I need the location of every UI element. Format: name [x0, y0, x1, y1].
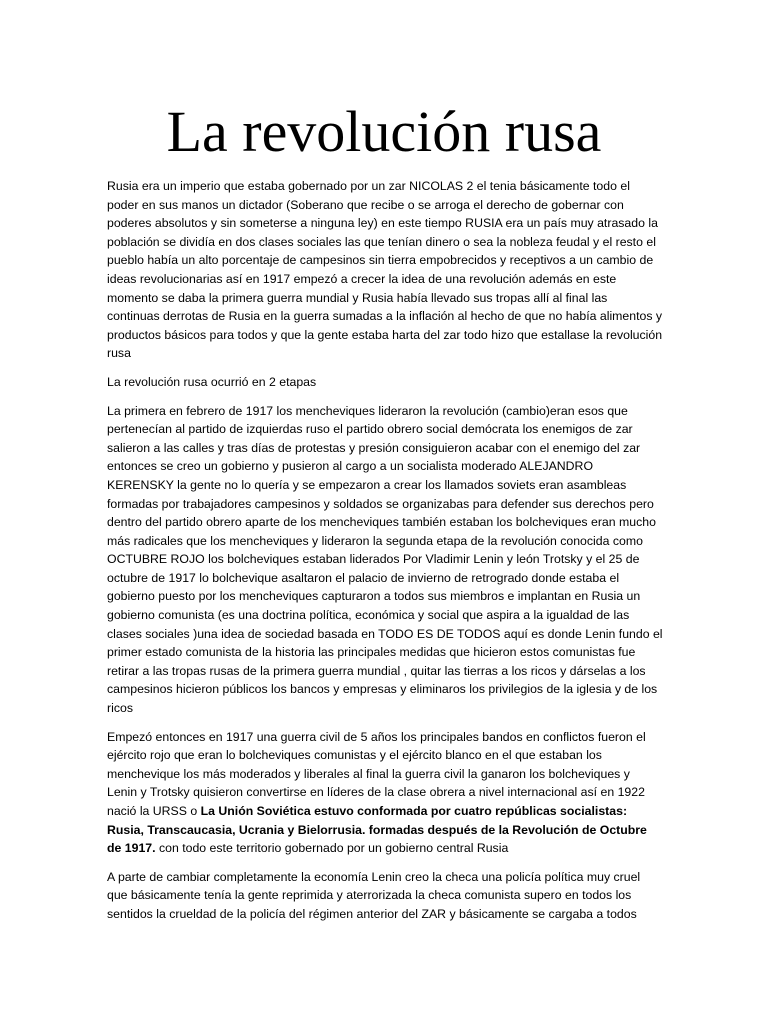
- paragraph-text: con todo este territorio gobernado por un gobierno central Rusia: [155, 841, 509, 856]
- paragraph-intro: [107, 177, 663, 363]
- paragraph-text: La revolución rusa ocurrió en 2 etapas: [107, 374, 317, 389]
- paragraph-stages: [107, 373, 663, 392]
- paragraph-text: Rusia era un imperio que estaba gobernado por un zar NICOLAS 2 el tenia básicamente todo el poder en sus manos un dictador (Soberano que recibe o se arroga el derecho de gobernar con poderes absolutos y sin someterse a ninguna ley) en este tiempo RUSIA era un país muy atrasado la población se dividía en dos clases sociales las que tenían dinero o sea la nobleza feudal y el resto el pueblo había un alto porcentaje de campesinos sin tierra empobrecidos y receptivos a un cambio de ideas revolucionarias así en 1917 empezó a crecer la idea de una revolución además en este momento se daba la primera guerra mundial y Rusia había llevado sus tropas allí al final las continuas derrotas de Rusia en la guerra sumadas a la inflación al hecho de que no había alimentos y productos básicos para todos y que la gente estaba harta del zar todo hizo que estallase la revolución rusa: [107, 179, 663, 361]
- paragraph-checa: [107, 868, 663, 924]
- paragraph-first-stage: [107, 402, 663, 718]
- document-title: La revolución rusa: [166, 99, 602, 164]
- paragraph-civil-war: [107, 728, 663, 858]
- paragraph-bold-text: La Unión Soviética estuvo conformada por cuatro repúblicas socialistas: Rusia, Transcaucasia, Ucrania y Bielorrusia. formadas después de la Revolución de Octubre de 1917.: [107, 804, 647, 856]
- paragraph-text: La primera en febrero de 1917 los mencheviques lideraron la revolución (cambio)eran esos que pertenecían al partido de izquierdas ruso el partido obrero social demócrata los enemigos de zar salieron a las calles y tras días de protestas y presión consiguieron acabar con el enemigo del zar entonces se creo un gobierno y pusieron al cargo a un socialista moderado ALEJANDRO KERENSKY la gente no lo quería y se empezaron a crear los llamados soviets eran asambleas formadas por trabajadores campesinos y soldados se organizabas para defender sus derechos pero dentro del partido obrero aparte de los mencheviques también estaban los bolcheviques eran mucho más radicales que los mencheviques y lideraron la segunda etapa de la revolución conocida como OCTUBRE ROJO los bolcheviques estaban liderados Por Vladimir Lenin y león Trotsky y el 25 de octubre de 1917 lo bolchevique asaltaron el palacio de invierno de retrogrado donde estaba el gobierno puesto por los mencheviques capturaron a todos sus miembros e implantan en Rusia un gobierno comunista (es una doctrina política, económica y social que aspira a la igualdad de las clases sociales )una idea de sociedad basada en TODO ES DE TODOS aquí es donde Lenin fundo el primer estado comunista de la historia las principales medidas que hicieron estos comunistas fue retirar a las tropas rusas de la primera guerra mundial , quitar las tierras a los ricos y dárselas a los campesinos hicieron públicos los bancos y empresas y eliminaros los privilegios de la iglesia y de los ricos: [107, 403, 663, 716]
- document-body: [107, 177, 663, 934]
- paragraph-text: A parte de cambiar completamente la economía Lenin creo la checa una policía política muy cruel que básicamente tenía la gente reprimida y aterrorizada la checa comunista supero en todos los sentidos la crueldad de la policía del régimen anterior del ZAR y básicamente se cargaba a todos: [107, 869, 641, 921]
- paragraph-text: Empezó entonces en 1917 una guerra civil de 5 años los principales bandos en conflictos fueron el ejército rojo que eran lo bolcheviques comunistas y el ejército blanco en el que estaban los menchevique los más moderados y liberales al final la guerra civil la ganaron los bolcheviques y Lenin y Trotsky quisieron convertirse en líderes de la clase obrera a nivel internacional así en 1922 nació la URSS o: [107, 729, 646, 818]
